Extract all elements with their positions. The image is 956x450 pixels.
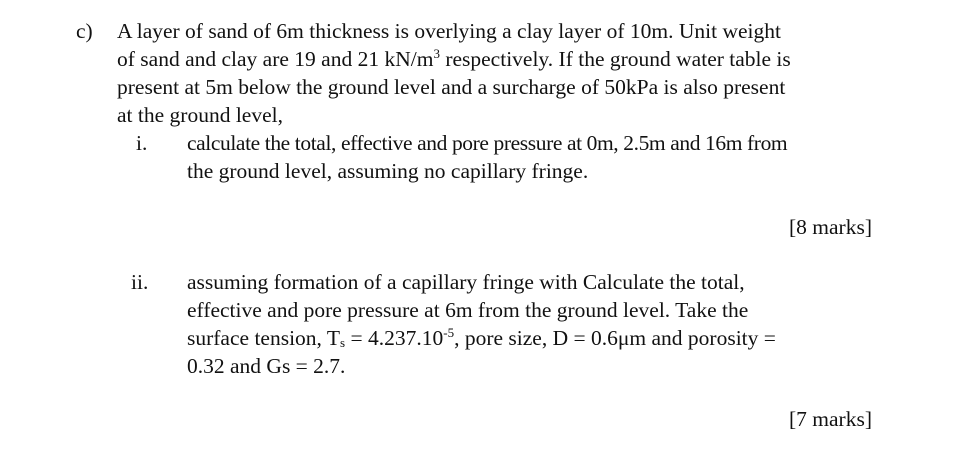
part-i-label: i. (136, 131, 148, 155)
surface-tension-value: = 4.237.10 (345, 326, 444, 350)
part-i-marks: [8 marks] (789, 215, 872, 239)
part-i-line-1: calculate the total, effective and pore pressure at 0m, 2.5m and 16m from (187, 131, 788, 155)
part-ii-label: ii. (131, 270, 149, 294)
part-ii-marks: [7 marks] (789, 407, 872, 431)
part-ii-line-2: effective and pore pressure at 6m from the ground level. Take the (187, 298, 749, 322)
intro-line-3: present at 5m below the ground level and a surcharge of 50kPa is also present (117, 75, 786, 99)
question-label: c) (76, 19, 93, 43)
unit-superscript: 3 (433, 46, 440, 61)
intro-line-4: at the ground level, (117, 103, 283, 127)
intro-line-1: A layer of sand of 6m thickness is overlying a clay layer of 10m. Unit weight (117, 19, 781, 43)
surface-tension-subscript: s (340, 335, 346, 350)
part-i-line-2: the ground level, assuming no capillary fringe. (187, 159, 589, 183)
surface-tension-prefix: surface tension, T (187, 326, 341, 350)
part-ii-line-3 (187, 325, 776, 351)
intro-line-2-rest: respectively. If the ground water table is (445, 47, 791, 71)
exponent-superscript: -5 (443, 325, 455, 340)
pore-size-text: , pore size, D = 0.6μm and porosity = (454, 326, 776, 350)
part-ii-line-1: assuming formation of a capillary fringe with Calculate the total, (187, 270, 745, 294)
intro-line-2 (117, 46, 791, 72)
part-ii-line-4: 0.32 and Gs = 2.7. (187, 354, 346, 378)
intro-line-2-prefix: of sand and clay are 19 and 21 kN/m (117, 47, 434, 71)
